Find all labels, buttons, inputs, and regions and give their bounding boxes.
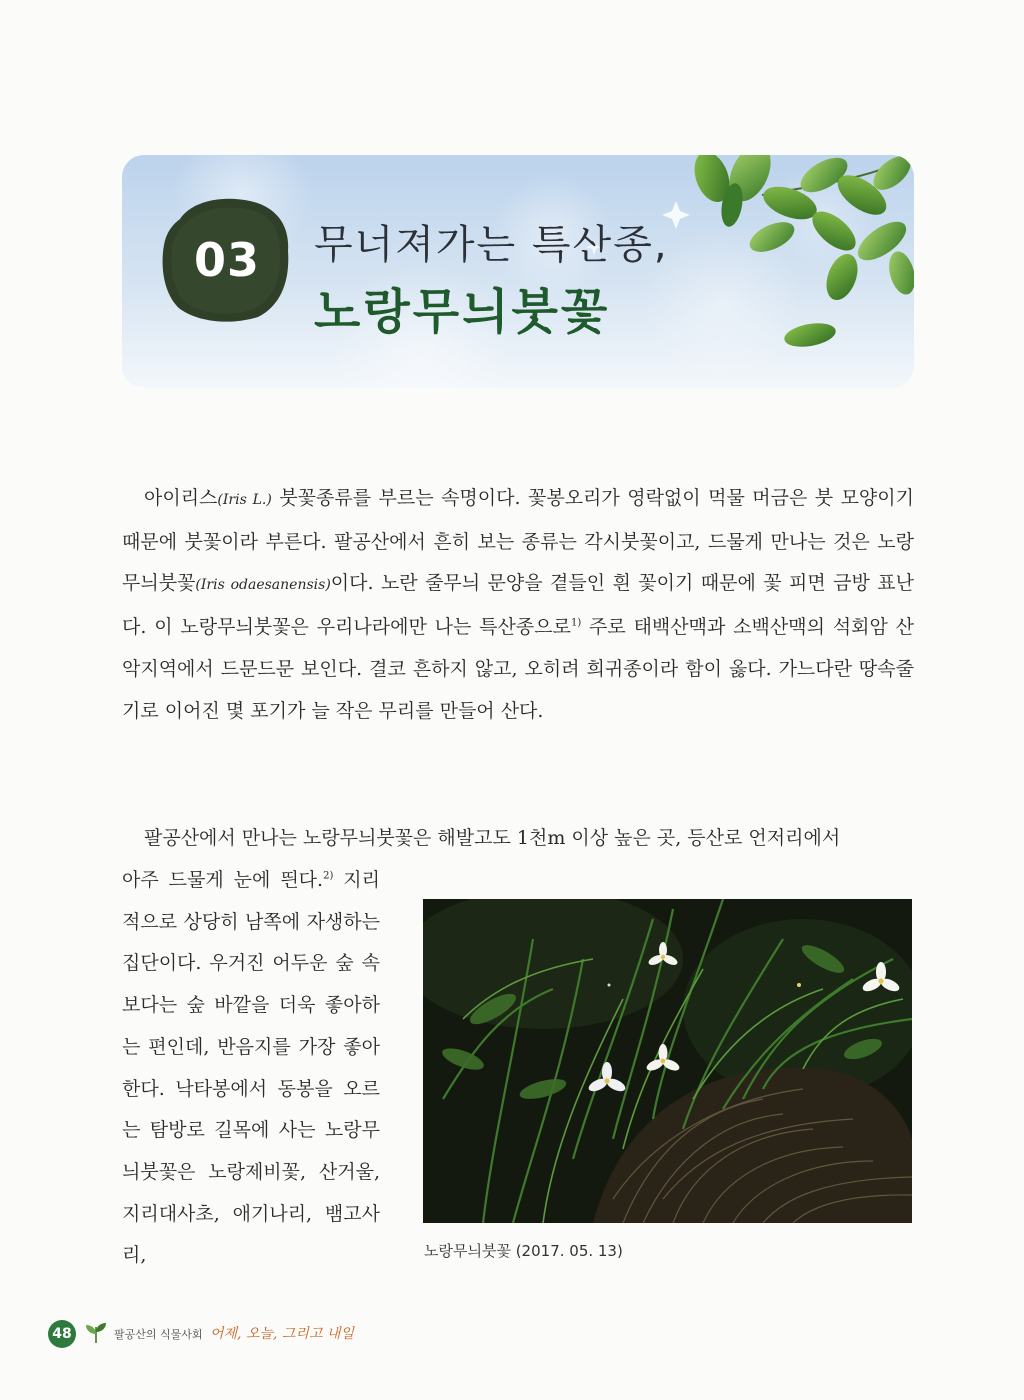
text-run: 지리적으로 상당히 남쪽에 자생하는 집단이다. 우거진 어두운 숲 속보다는 숲 바깥을 더욱 좋아하는 편인데, 반음지를 가장 좋아한다. 낙타봉에서 동봉을 오르는 탐방로 길목에 사는 노랑무늬붓꽃은 노랑제비꽃, 산거울, 지리대사초, 애기나리, 뱀고사리,	[122, 869, 380, 1267]
leaf-icon	[84, 1322, 108, 1344]
paragraph-2-first-line: 팔공산에서 만나는 노랑무늬붓꽃은 해발고도 1천m 이상 높은 곳, 등산로 언저리에서	[144, 827, 841, 849]
paragraph-1	[122, 478, 914, 732]
chapter-number: 03	[193, 233, 260, 287]
page-number: 48	[48, 1320, 76, 1348]
text-run: 주로 태백산맥과 소백산맥의 석회암 산악지역에서 드문드문 보인다. 결코 흔하지 않고, 오히려 희귀종이라 함이 옳다. 가느다란 땅속줄기로 이어진 몇 포기가 늘 작은 무리를 만들어 산다.	[122, 616, 914, 722]
text-run: 붓꽃종류를 부르는 속명이다. 꽃봉오리가 영락없이 먹물 머금은 붓 모양이기 때문에 붓꽃이라 부른다. 팔공산에서 흔히 보는 종류는 각시붓꽃이고, 드물게 만나는 것은 노랑무늬붓꽃	[122, 487, 914, 595]
chapter-title-line1: 무너져가는 특산종,	[314, 222, 669, 268]
scientific-name: (Iris odaesanensis)	[195, 577, 331, 594]
photo-caption: 노랑무늬붓꽃 (2017. 05. 13)	[424, 1242, 623, 1260]
scientific-name: (Iris L.)	[217, 492, 272, 508]
photo-illustration	[423, 899, 912, 1223]
chapter-banner	[122, 155, 914, 388]
chapter-title-line2: 노랑무늬붓꽃	[314, 284, 611, 340]
text-run: 아주 드물게 눈에 띈다.	[122, 869, 324, 891]
footnote-ref-1: 1)	[570, 617, 582, 629]
footer-series-title: 어제, 오늘, 그리고 내일	[210, 1326, 354, 1342]
text-run: 이다. 노란 줄무늬 문양을 곁들인 흰 꽃이기 때문에 꽃 피면 금방 표난다. 이 노랑무늬붓꽃은 우리나라에만 나는 특산종으로	[122, 572, 914, 639]
footer-book-title: 팔공산의 식물사회	[114, 1328, 203, 1341]
footnote-ref-2: 2)	[323, 870, 334, 882]
iris-photo	[423, 899, 912, 1223]
paragraph-2-column	[122, 860, 380, 1277]
text-run: 아이리스	[144, 487, 218, 509]
